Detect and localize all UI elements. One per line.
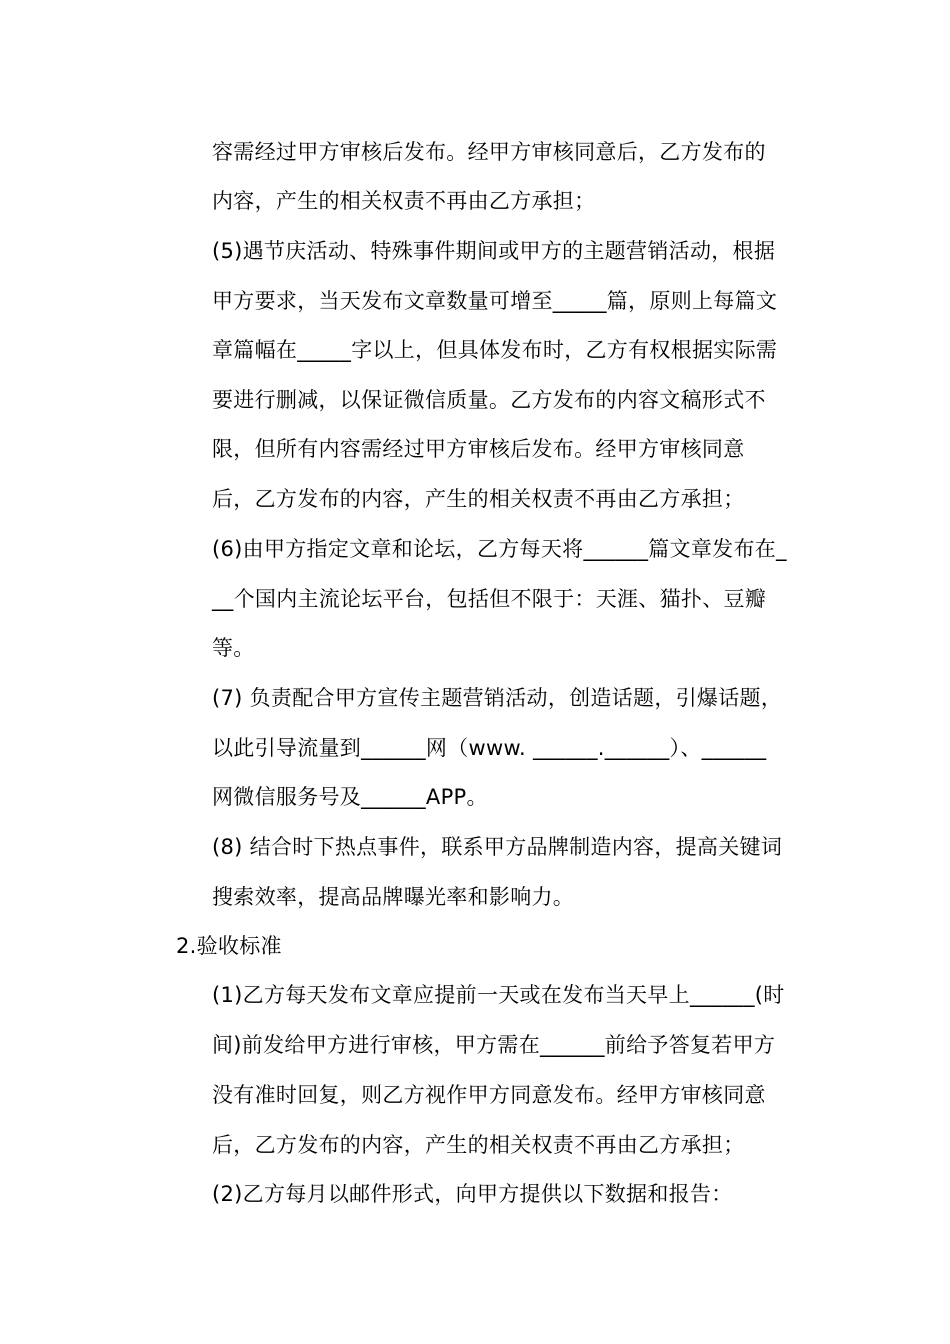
text-line: 后，乙方发布的内容，产生的相关权责不再由乙方承担； (212, 1133, 745, 1157)
text-line: 等。 (212, 636, 255, 660)
text-line: (6)由甲方指定文章和论坛，乙方每天将______篇文章发布在_ (212, 537, 787, 561)
text-line: 网微信服务号及______APP。 (212, 785, 488, 809)
text-line: 甲方要求，当天发布文章数量可增至_____篇，原则上每篇文 (212, 289, 778, 313)
text-line: (7) 负责配合甲方宣传主题营销活动，创造话题，引爆话题， (212, 686, 783, 710)
text-line: 后，乙方发布的内容，产生的相关权责不再由乙方承担； (212, 487, 745, 511)
text-line: 内容，产生的相关权责不再由乙方承担； (212, 189, 596, 213)
text-line: 容需经过甲方审核后发布。经甲方审核同意后，乙方发布的 (212, 140, 766, 164)
text-line: 要进行删减，以保证微信质量。乙方发布的内容文稿形式不 (212, 388, 766, 412)
text-line: 限，但所有内容需经过甲方审核后发布。经甲方审核同意 (212, 437, 745, 461)
text-line: 没有准时回复，则乙方视作甲方同意发布。经甲方审核同意 (212, 1083, 766, 1107)
text-line: 以此引导流量到______网（www. ______.______）、______ (212, 736, 767, 760)
text-line: (2)乙方每月以邮件形式，向甲方提供以下数据和报告： (212, 1182, 733, 1206)
text-line: 章篇幅在_____字以上，但具体发布时，乙方有权根据实际需 (212, 338, 778, 362)
text-line: 间)前发给甲方进行审核，甲方需在______前给予答复若甲方 (212, 1033, 776, 1057)
text-line: (8) 结合时下热点事件，联系甲方品牌制造内容，提高关键词 (212, 835, 783, 859)
text-line: 搜索效率，提高品牌曝光率和影响力。 (212, 885, 575, 909)
text-line: (1)乙方每天发布文章应提前一天或在发布当天早上______(时 (212, 983, 785, 1007)
text-line: (5)遇节庆活动、特殊事件期间或甲方的主题营销活动，根据 (212, 239, 776, 263)
section-heading: 2.验收标准 (176, 934, 282, 958)
text-line: __个国内主流论坛平台，包括但不限于：天涯、猫扑、豆瓣 (212, 587, 767, 611)
